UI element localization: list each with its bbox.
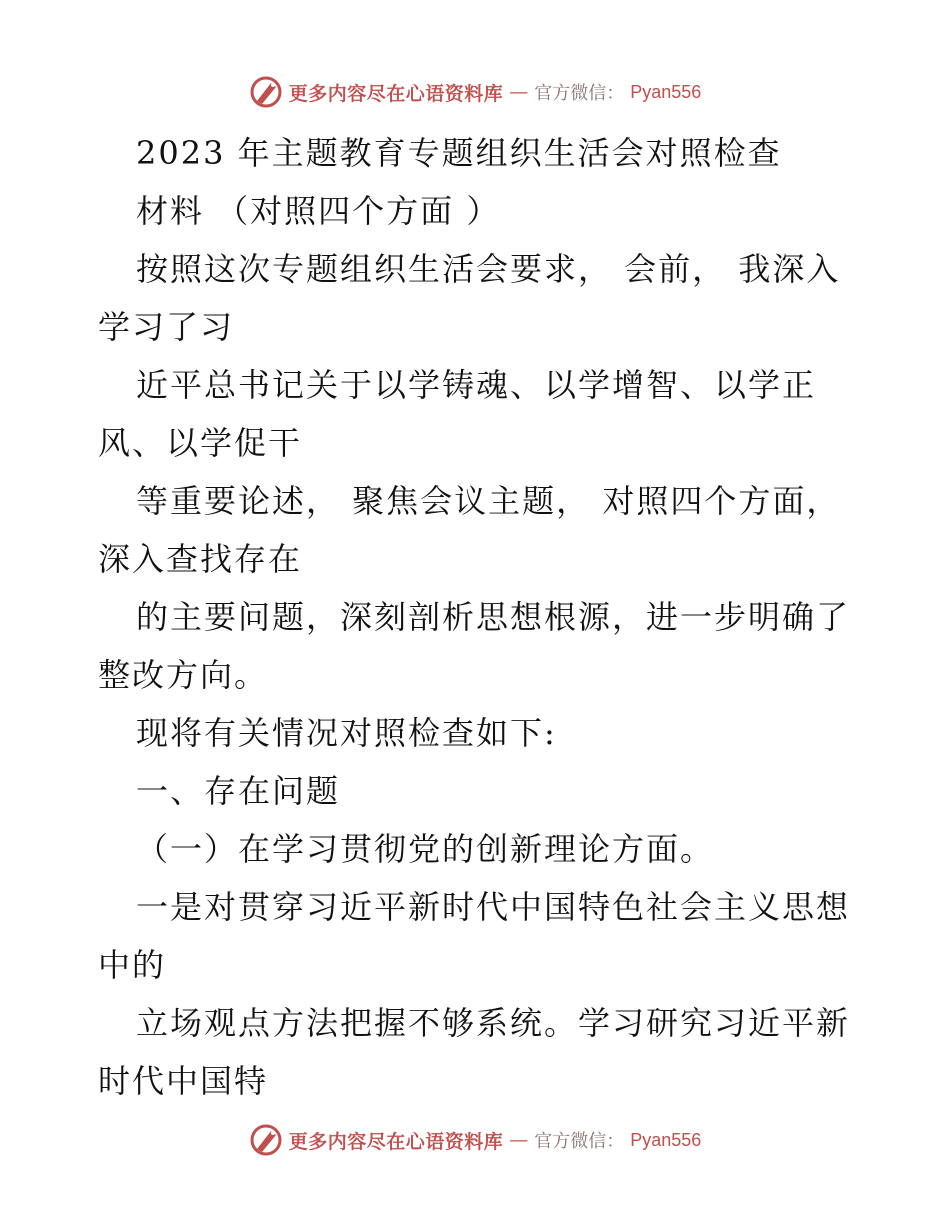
- banner-wechat-id: Pyan556: [630, 1129, 702, 1150]
- paragraph-line: 按照这次专题组织生活会要求， 会前， 我深入: [136, 250, 841, 288]
- paragraph-line: 近平总书记关于以学铸魂、以学增智、以学正: [136, 366, 817, 404]
- paragraph-line: 学习了习: [98, 308, 235, 346]
- banner-main-text: 更多内容尽在心语资料库: [288, 1130, 504, 1153]
- document-body: [98, 124, 858, 1110]
- paragraph-line: 的主要问题，深刻剖析思想根源，进一步明确了: [136, 598, 851, 636]
- pen-logo-icon: [249, 1123, 283, 1157]
- paragraph-line: 深入查找存在: [98, 540, 303, 578]
- paragraph-line: 现将有关情况对照检查如下:: [136, 714, 557, 752]
- footer-banner: [0, 1120, 950, 1160]
- paragraph-line: 立场观点方法把握不够系统。学习研究习近平新: [136, 1004, 851, 1042]
- banner-separator: —: [509, 81, 529, 103]
- banner-wechat-id: Pyan556: [630, 81, 702, 102]
- banner-wechat-label: 官方微信：: [534, 83, 625, 104]
- banner-wechat-label: 官方微信：: [534, 1131, 625, 1152]
- subsection-heading: （一）在学习贯彻党的创新理论方面。: [136, 830, 715, 868]
- document-title-line-2: 材料 （对照四个方面 ）: [136, 192, 501, 230]
- paragraph-line: 风、以学促干: [98, 424, 303, 462]
- header-banner: [0, 72, 950, 112]
- banner-separator: —: [509, 1129, 529, 1151]
- pen-logo-icon: [249, 75, 283, 109]
- paragraph-line: 时代中国特: [98, 1062, 269, 1100]
- document-title-line-1: 2023 年主题教育专题组织生活会对照检查: [136, 134, 782, 172]
- paragraph-line: 中的: [98, 946, 167, 984]
- paragraph-line: 整改方向。: [98, 656, 269, 694]
- banner-main-text: 更多内容尽在心语资料库: [288, 82, 504, 105]
- paragraph-line: 一是对贯穿习近平新时代中国特色社会主义思想: [136, 888, 851, 926]
- paragraph-line: 等重要论述， 聚焦会议主题， 对照四个方面，: [136, 482, 841, 520]
- section-heading: 一、存在问题: [136, 772, 341, 810]
